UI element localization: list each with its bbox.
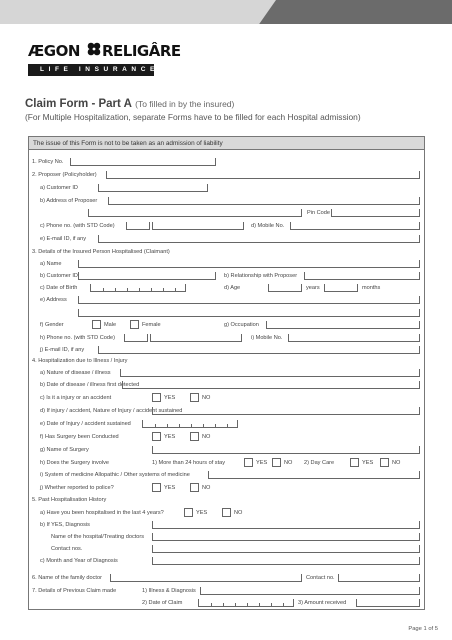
more-24h-yes-label: YES	[256, 460, 268, 466]
address-line2[interactable]	[78, 309, 420, 317]
illness-diagnosis-label: 1) Illness & Diagnosis	[142, 588, 196, 594]
phone-h-label: h) Phone no. (with STD Code)	[40, 335, 115, 341]
address-proposer-field[interactable]	[108, 197, 420, 205]
past-no-label: NO	[234, 510, 243, 516]
past-yes-label: YES	[196, 510, 208, 516]
email-label: e) E-mail ID, if any	[40, 236, 87, 242]
nature-label: a) Nature of disease / illness	[40, 370, 111, 376]
brand-religare: RELIGÂRE	[102, 42, 181, 60]
occupation-field[interactable]	[266, 321, 420, 329]
gender-male-checkbox[interactable]	[92, 320, 101, 329]
police-yes-checkbox[interactable]	[152, 483, 161, 492]
date-detected-field[interactable]	[122, 381, 420, 389]
top-band-light	[0, 0, 250, 24]
female-label: Female	[142, 322, 161, 328]
insured-section-label: 3. Details of the Insured Person Hospitalised (Claimant)	[32, 249, 170, 255]
std-code-field[interactable]	[126, 222, 150, 230]
customer-id-field[interactable]	[98, 184, 208, 192]
injury-date-label: e) Date of Injury / accident sustained	[40, 421, 131, 427]
form-subtitle: (For Multiple Hospitalization, separate Forms have to be filled for each Hospital admission)	[25, 112, 361, 122]
customer-id-b-label: b) Customer ID	[40, 273, 78, 279]
injury-no-label: NO	[202, 395, 211, 401]
customer-id-label: a) Customer ID	[40, 185, 78, 191]
form-frame	[28, 150, 425, 610]
mobile-i-field[interactable]	[288, 334, 420, 342]
mobile-i-label: i) Mobile No.	[251, 335, 283, 341]
day-care-yes-checkbox[interactable]	[350, 458, 359, 467]
more-24h-no-checkbox[interactable]	[272, 458, 281, 467]
email-field[interactable]	[98, 235, 420, 243]
medicine-field[interactable]	[208, 471, 420, 479]
male-label: Male	[104, 322, 117, 328]
injury-nature-label: d) If injury / accident, Nature of Injury / accident sustained	[40, 408, 183, 414]
contact-no-label: Contact no.	[306, 575, 335, 581]
months-label: months	[362, 285, 381, 291]
phone-field[interactable]	[152, 222, 244, 230]
hospital-name-field[interactable]	[152, 533, 420, 541]
address-label: e) Address	[40, 297, 67, 303]
police-yes-label: YES	[164, 485, 176, 491]
address-proposer-line2[interactable]	[88, 209, 302, 217]
surgery-name-label: g) Name of Surgery	[40, 447, 89, 453]
injury-label: c) Is it a injury or an accident	[40, 395, 112, 401]
liability-notice: The issue of this Form is not to be taken as an admission of liability	[28, 136, 425, 150]
age-years-field[interactable]	[268, 284, 302, 292]
years-label: years	[306, 285, 320, 291]
address-proposer-label: b) Address of Proposer	[40, 198, 98, 204]
name-label: a) Name	[40, 261, 62, 267]
more-24h-no-label: NO	[284, 460, 293, 466]
more-24h-yes-checkbox[interactable]	[244, 458, 253, 467]
email-j-label: j) E-mail ID, if any	[40, 347, 85, 353]
surgery-no-checkbox[interactable]	[190, 432, 199, 441]
clover-icon	[86, 41, 102, 57]
policy-no-label: 1. Policy No.	[32, 159, 64, 165]
past-history-section-label: 5. Past Hospitalisation History	[32, 497, 107, 503]
injury-date-field[interactable]	[142, 420, 238, 428]
day-care-no-label: NO	[392, 460, 401, 466]
injury-nature-field[interactable]	[152, 407, 420, 415]
surgery-yes-label: YES	[164, 434, 176, 440]
day-care-label: 2) Day Care	[304, 460, 335, 466]
brand-tagline: LIFE INSURANCE	[28, 64, 154, 76]
past-no-checkbox[interactable]	[222, 508, 231, 517]
diagnosis-field[interactable]	[152, 521, 420, 529]
month-year-label: c) Month and Year of Diagnosis	[40, 558, 118, 564]
medicine-label: i) System of medicine Allopathic / Other systems of medicine	[40, 472, 190, 478]
injury-no-checkbox[interactable]	[190, 393, 199, 402]
injury-yes-label: YES	[164, 395, 176, 401]
day-care-no-checkbox[interactable]	[380, 458, 389, 467]
proposer-field[interactable]	[106, 171, 420, 179]
phone-h-field[interactable]	[150, 334, 242, 342]
brand-logo	[28, 38, 188, 86]
name-field[interactable]	[78, 260, 420, 268]
proposer-label: 2. Proposer (Policyholder)	[32, 172, 97, 178]
mobile-label: d) Mobile No.	[251, 223, 285, 229]
amount-received-field[interactable]	[356, 599, 420, 607]
relationship-label: b) Relationship with Proposer	[224, 273, 298, 279]
surgery-involve-label: h) Does the Surgery involve	[40, 460, 110, 466]
hospitalization-section-label: 4. Hospitalization due to Illness / Injury	[32, 358, 128, 364]
contact-nos-field[interactable]	[152, 545, 420, 553]
form-title: Claim Form - Part A (To filled in by the insured)	[25, 98, 235, 110]
surgery-yes-checkbox[interactable]	[152, 432, 161, 441]
amount-received-label: 3) Amount received	[298, 600, 347, 606]
customer-id-b-field[interactable]	[78, 272, 216, 280]
pin-code-label: Pin Code	[307, 210, 331, 216]
age-label: d) Age	[224, 285, 241, 291]
dob-label: c) Date of Birth	[40, 285, 78, 291]
email-j-field[interactable]	[98, 346, 420, 354]
gender-label: f) Gender	[40, 322, 64, 328]
contact-no-field[interactable]	[338, 574, 420, 582]
nature-field[interactable]	[120, 369, 420, 377]
date-detected-label: b) Date of disease / illness first detected	[40, 382, 140, 388]
gender-female-checkbox[interactable]	[130, 320, 139, 329]
std-code-h-field[interactable]	[124, 334, 148, 342]
surgery-name-field[interactable]	[152, 446, 420, 454]
past-hospitalised-label: a) Have you been hospitalised in the last 4 years?	[40, 510, 164, 516]
mobile-field[interactable]	[290, 222, 420, 230]
pin-code-field[interactable]	[331, 209, 420, 217]
date-claim-field[interactable]	[198, 599, 294, 607]
police-label: j) Whether reported to police?	[40, 485, 114, 491]
page-number: Page 1 of 5	[408, 626, 438, 632]
illness-diagnosis-field[interactable]	[200, 587, 420, 595]
family-doctor-label: 6. Name of the family doctor	[32, 575, 102, 581]
age-months-field[interactable]	[324, 284, 358, 292]
address-field[interactable]	[78, 296, 420, 304]
occupation-label: g) Occupation	[224, 322, 259, 328]
surgery-label: f) Has Surgery been Conducted	[40, 434, 119, 440]
contact-nos-label: Contact nos.	[51, 546, 83, 552]
phone-label: c) Phone no. (with STD Code)	[40, 223, 115, 229]
month-year-field[interactable]	[152, 557, 420, 565]
family-doctor-field[interactable]	[110, 574, 302, 582]
relationship-field[interactable]	[304, 272, 420, 280]
police-no-label: NO	[202, 485, 211, 491]
past-yes-checkbox[interactable]	[184, 508, 193, 517]
hospital-name-label: Name of the hospital/Treating doctors	[51, 534, 145, 540]
diagnosis-label: b) If YES, Diagnosis	[40, 522, 90, 528]
injury-yes-checkbox[interactable]	[152, 393, 161, 402]
dob-field[interactable]	[90, 284, 186, 292]
more-24h-label: 1) More than 24 hours of stay	[152, 460, 226, 466]
brand-aegon: ÆGON	[28, 42, 80, 60]
police-no-checkbox[interactable]	[190, 483, 199, 492]
policy-no-field[interactable]	[70, 158, 216, 166]
surgery-no-label: NO	[202, 434, 211, 440]
day-care-yes-label: YES	[362, 460, 374, 466]
previous-claim-label: 7. Details of Previous Claim made	[32, 588, 117, 594]
date-claim-label: 2) Date of Claim	[142, 600, 183, 606]
